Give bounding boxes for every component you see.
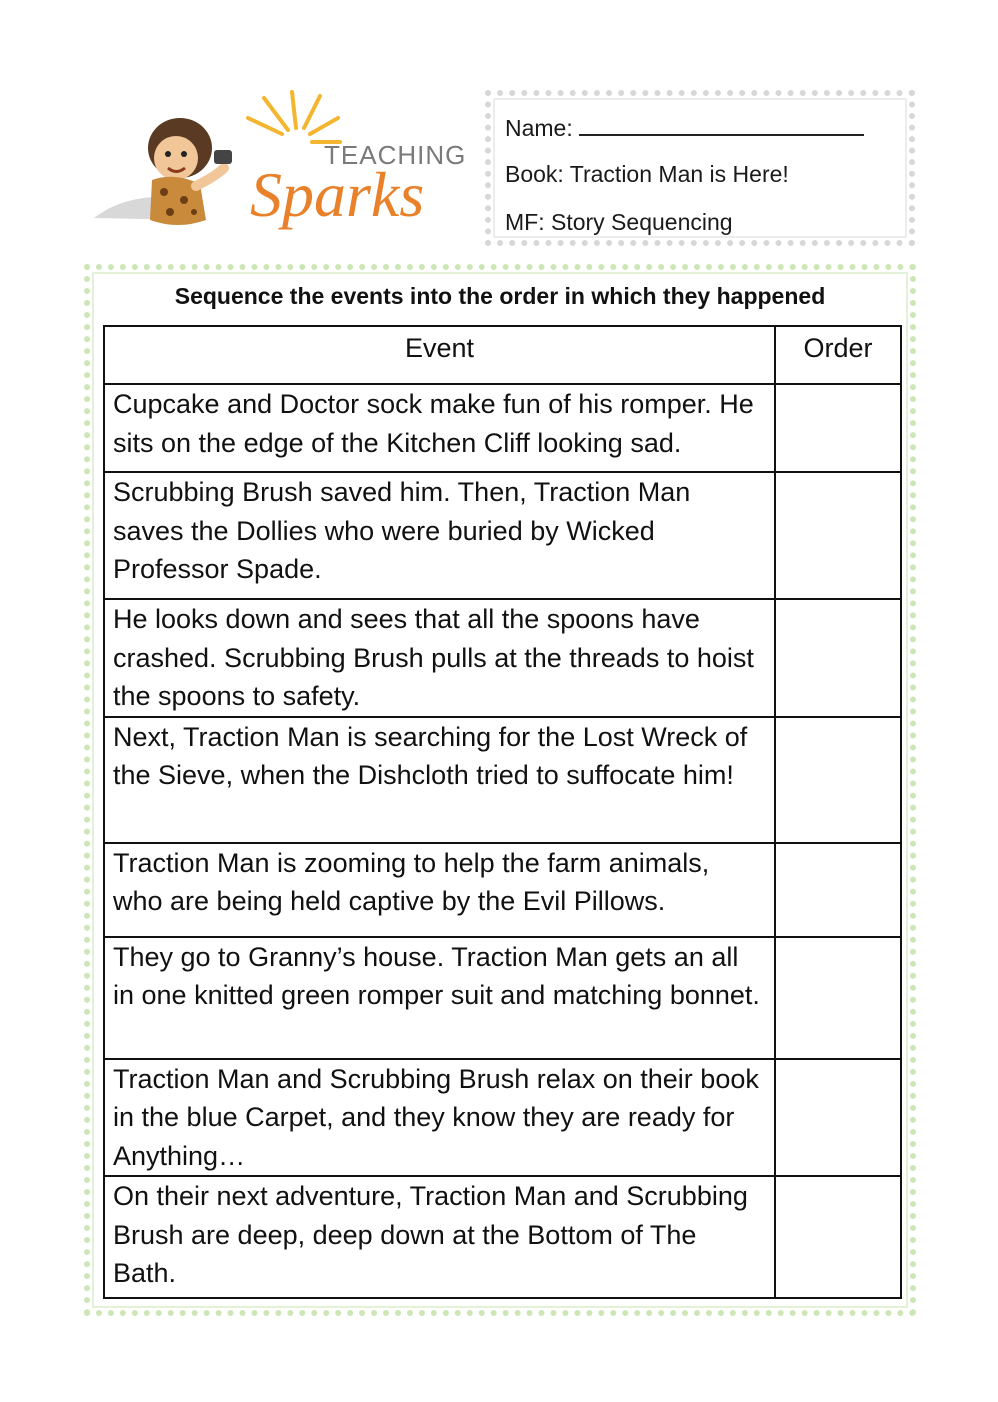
order-cell[interactable] — [775, 472, 901, 599]
table-row — [104, 1176, 901, 1298]
table-row — [104, 717, 901, 843]
event-cell: Traction Man is zooming to help the farm animals, who are being held captive by the Evil Pillows. — [104, 843, 775, 937]
order-cell[interactable] — [775, 1176, 901, 1298]
table-row — [104, 843, 901, 937]
table-row — [104, 1059, 901, 1177]
event-cell: Traction Man and Scrubbing Brush relax on their book in the blue Carpet, and they know they are ready for Anything… — [104, 1059, 775, 1177]
order-cell[interactable] — [775, 937, 901, 1059]
order-cell[interactable] — [775, 1059, 901, 1177]
teaching-sparks-logo — [88, 88, 478, 238]
table-row — [104, 472, 901, 599]
worksheet-panel — [84, 264, 916, 1316]
name-label: Name: — [505, 115, 573, 141]
event-cell: Cupcake and Doctor sock make fun of his romper. He sits on the edge of the Kitchen Cliff looking sad. — [104, 384, 775, 472]
order-column-header: Order — [775, 326, 901, 384]
table-row — [104, 384, 901, 472]
event-cell: Scrubbing Brush saved him. Then, Traction Man saves the Dollies who were buried by Wicked Professor Spade. — [104, 472, 775, 599]
order-cell[interactable] — [775, 843, 901, 937]
name-line — [505, 108, 895, 156]
order-cell[interactable] — [775, 599, 901, 717]
event-cell: Next, Traction Man is searching for the Lost Wreck of the Sieve, when the Dishcloth tried to suffocate him! — [104, 717, 775, 843]
logo-sparks-text: Sparks — [250, 159, 425, 230]
event-column-header: Event — [104, 326, 775, 384]
order-cell[interactable] — [775, 717, 901, 843]
student-info-box — [485, 90, 915, 246]
instructions-heading: Sequence the events into the order in which they happened — [174, 283, 826, 309]
event-cell: He looks down and sees that all the spoons have crashed. Scrubbing Brush pulls at the threads to hoist the spoons to safety. — [104, 599, 775, 717]
order-cell[interactable] — [775, 384, 901, 472]
table-row — [104, 599, 901, 717]
table-row — [104, 937, 901, 1059]
event-cell: They go to Granny’s house. Traction Man gets an all in one knitted green romper suit and matching bonnet. — [104, 937, 775, 1059]
logo-teaching-text: TEACHING — [324, 140, 467, 170]
events-table — [103, 325, 902, 1299]
name-blank-field[interactable] — [579, 108, 864, 136]
caveman-logo-graphic — [88, 88, 478, 238]
table-header-row — [104, 326, 901, 384]
book-line: Book: Traction Man is Here! — [505, 161, 789, 187]
caveman-icon — [148, 118, 232, 225]
mf-line: MF: Story Sequencing — [505, 209, 733, 235]
event-cell: On their next adventure, Traction Man and Scrubbing Brush are deep, deep down at the Bottom of The Bath. — [104, 1176, 775, 1298]
sparks-sun-icon — [248, 92, 340, 142]
